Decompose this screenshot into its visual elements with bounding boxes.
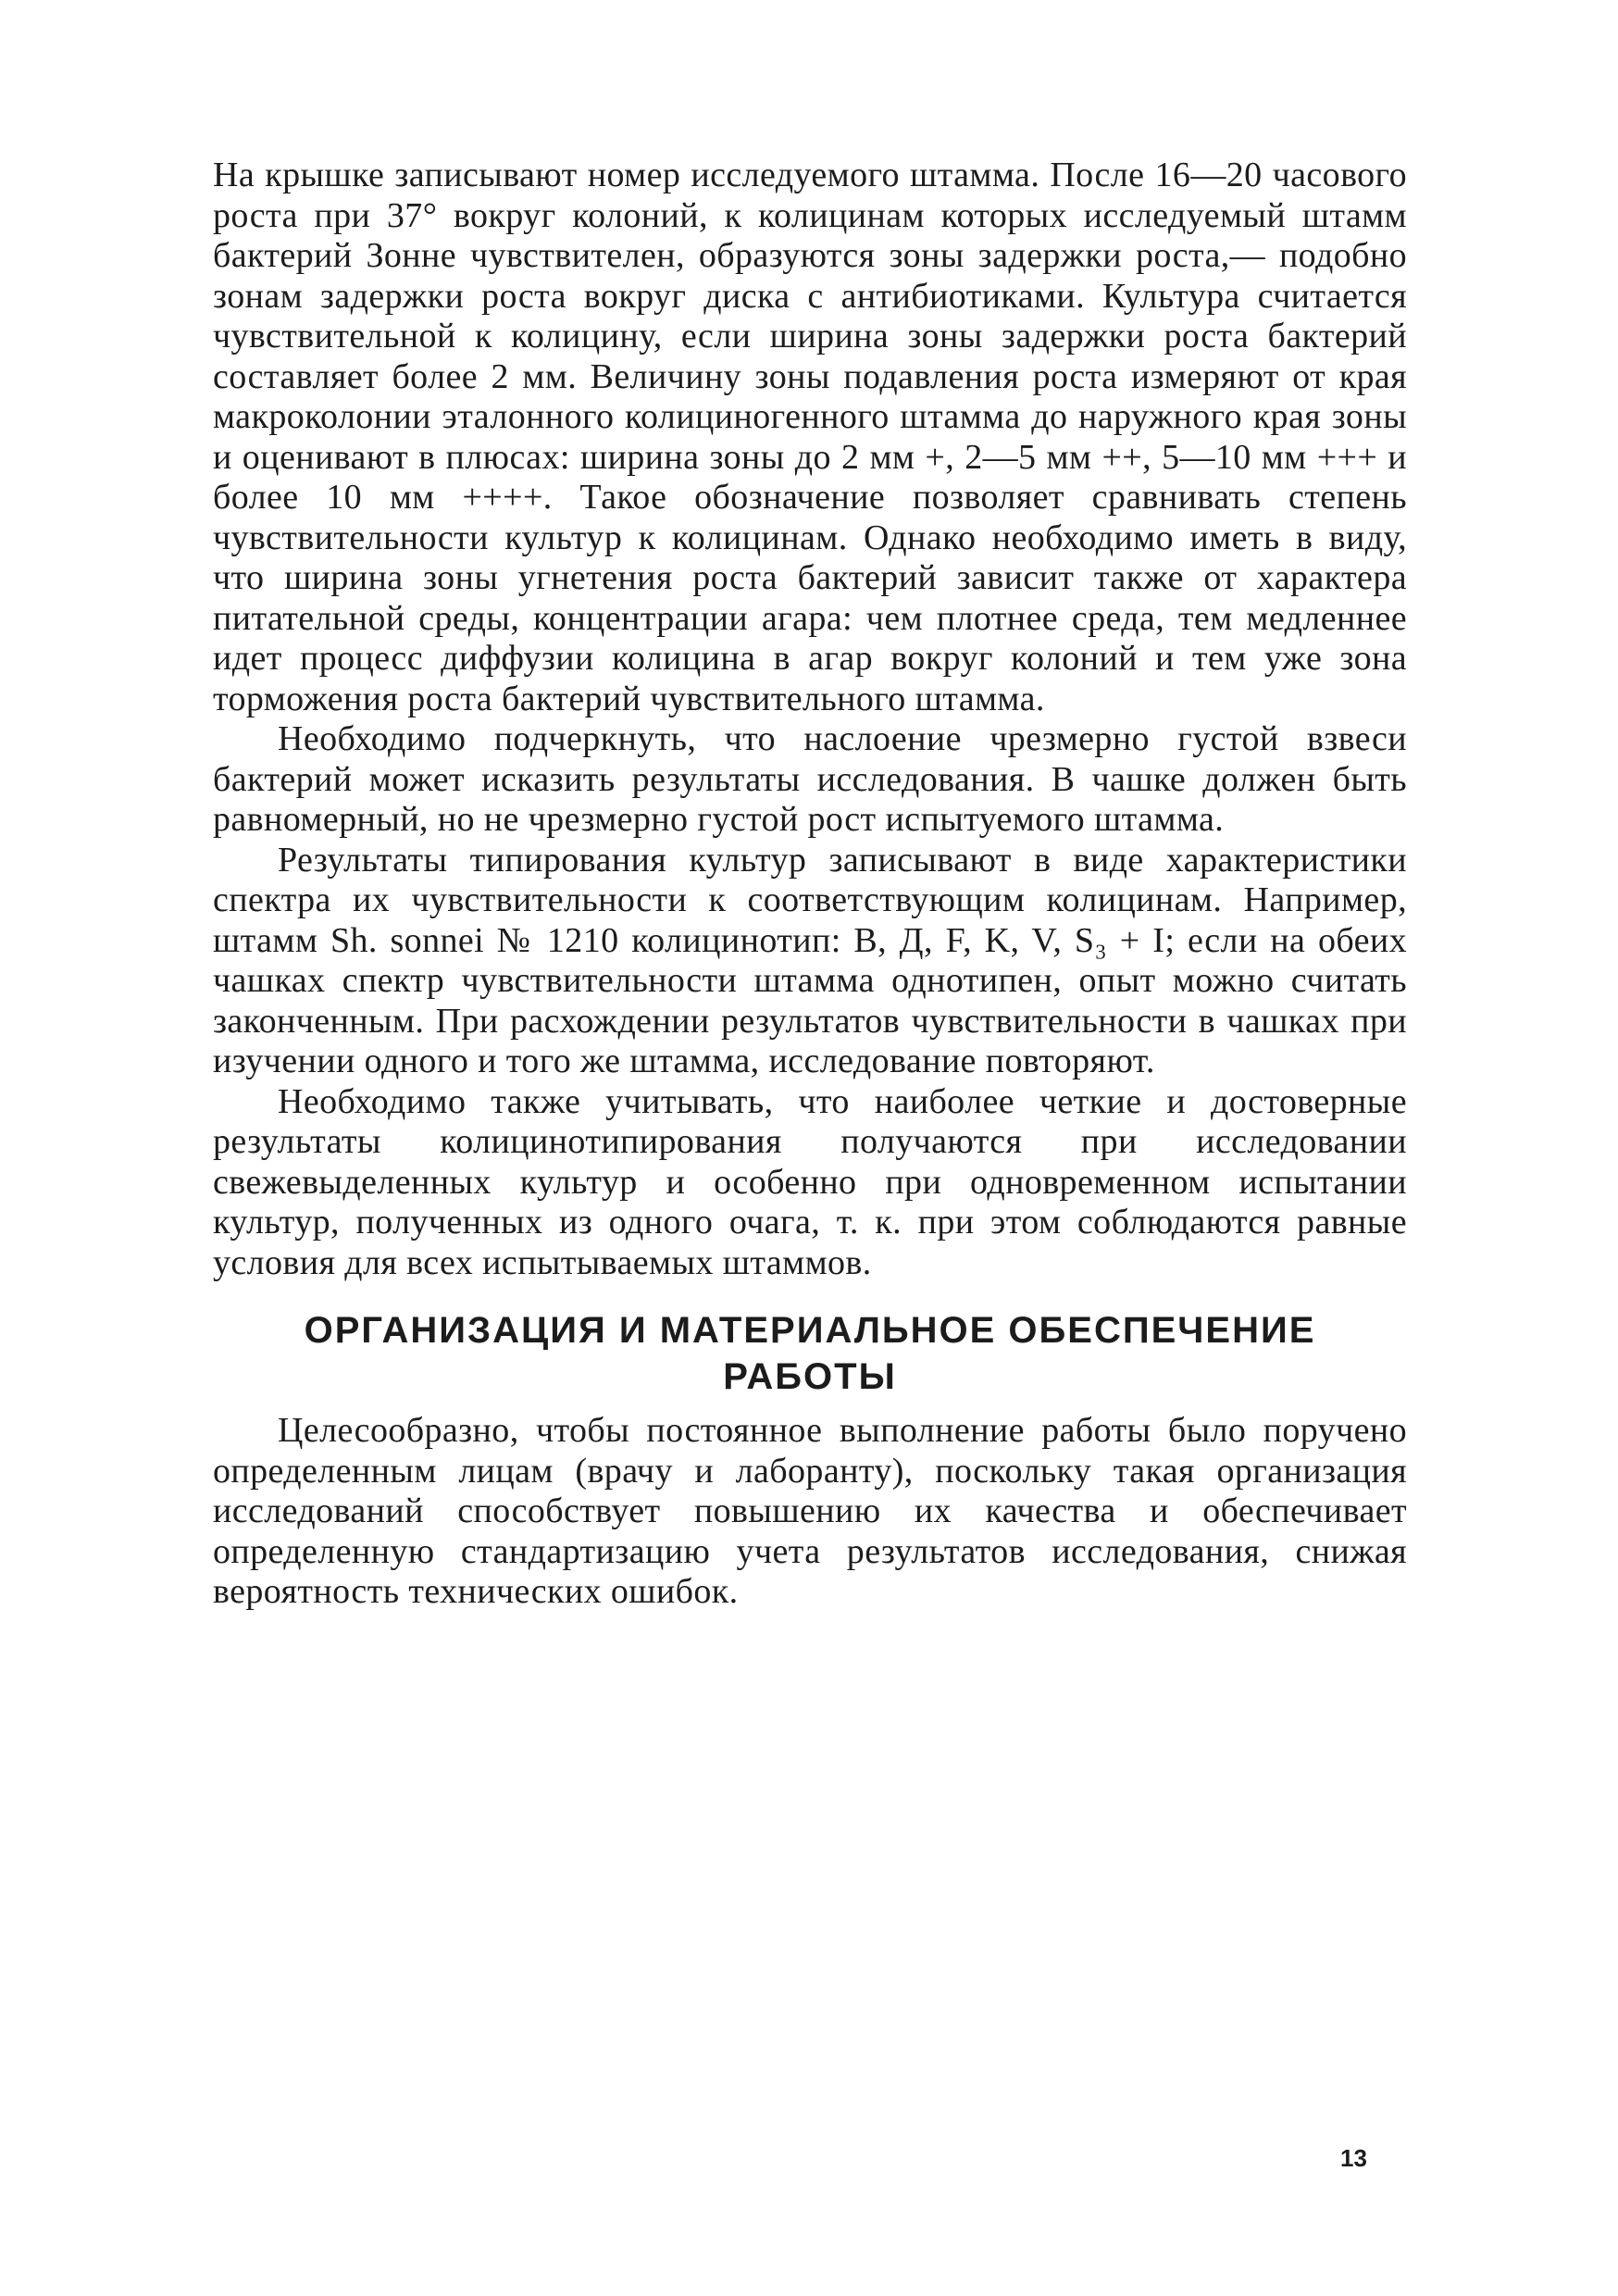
page-number: 13 (1340, 2144, 1367, 2172)
text-block (213, 156, 1407, 1613)
paragraph-fresh-cultures: Необходимо также учитывать, что наиболее четкие и достоверные результаты колицинотипирования получаются при исследовании свежевыделенных культур и особенно при одновременном испытании культур, полученных из одного очага, т. к. при этом соблюдаются равные условия для всех испытываемых штаммов. (213, 1081, 1407, 1282)
paragraph-dense-suspension: Необходимо подчеркнуть, что наслоение чрезмерно густой взвеси бактерий может исказить результаты исследования. В чашке должен быть равномерный, но не чрезмерно густой рост испытуемого штамма. (213, 719, 1407, 839)
paragraph-colony-zones: На крышке записывают номер исследуемого штамма. После 16—20 часового роста при 37° вокруг колоний, к колицинам которых исследуемый штамм бактерий Зонне чувствителен, образуются зоны задержки роста,— подобно зонам задержки роста вокруг диска с антибиотиками. Культура считается чувствительной к колицину, если ширина зоны задержки роста бактерий составляет более 2 мм. Величину зоны подавления роста измеряют от края макроколонии эталонного колициногенного штамма до наружного края зоны и оценивают в плюсах: ширина зоны до 2 мм +, 2—5 мм ++, 5—10 мм +++ и более 10 мм ++++. Такое обозначение позволяет сравнивать степень чувствительности культур к колицинам. Однако необходимо иметь в виду, что ширина зоны угнетения роста бактерий зависит также от характера питательной среды, концентрации агара: чем плотнее среда, тем медленнее идет процесс диффузии колицина в агар вокруг колоний и тем уже зона торможения роста бактерий чувствительного штамма. (213, 156, 1407, 718)
paragraph-organization: Целесообразно, чтобы постоянное выполнение работы было поручено определенным лицам (врачу и лаборанту), поскольку такая организация исследований способствует повышению их качества и обеспечивает определенную стандартизацию учета результатов исследования, снижая вероятность технических ошибок. (213, 1411, 1407, 1611)
paragraph-typing-results: Результаты типирования культур записывают в виде характеристики спектра их чувствительности к соответствующим колицинам. Например, штамм Sh. sonnei № 1210 колицинотип: B, Д, F, K, V, S₃ + I; если на обеих чашках спектр чувствительности штамма однотипен, опыт можно считать законченным. При расхождении результатов чувствительности в чашках при изучении одного и того же штамма, исследование повторяют. (213, 840, 1407, 1080)
section-heading-line1: ОРГАНИЗАЦИЯ И МАТЕРИАЛЬНОЕ ОБЕСПЕЧЕНИЕ (304, 1310, 1316, 1351)
section-heading-line2: РАБОТЫ (723, 1356, 897, 1397)
section-heading (213, 1307, 1407, 1400)
